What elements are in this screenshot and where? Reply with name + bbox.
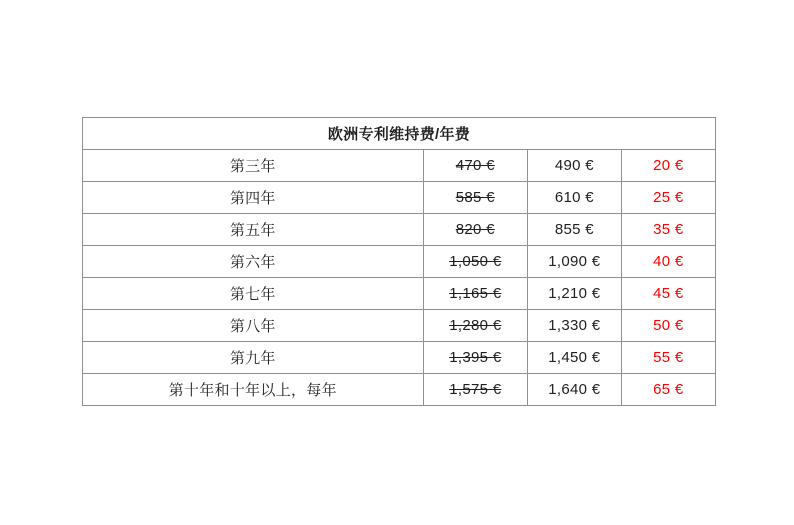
year-label: 第七年 bbox=[83, 278, 424, 310]
table-title: 欧洲专利维持费/年费 bbox=[83, 118, 716, 150]
fee-table-body bbox=[83, 118, 716, 406]
old-fee: 585 € bbox=[423, 182, 527, 214]
year-label: 第四年 bbox=[83, 182, 424, 214]
old-fee: 1,280 € bbox=[423, 310, 527, 342]
fee-row bbox=[83, 150, 716, 182]
new-fee: 1,330 € bbox=[528, 310, 622, 342]
old-fee: 1,395 € bbox=[423, 342, 527, 374]
fee-row bbox=[83, 310, 716, 342]
old-fee: 820 € bbox=[423, 214, 527, 246]
year-label: 第十年和十年以上，每年 bbox=[83, 374, 424, 406]
new-fee: 490 € bbox=[528, 150, 622, 182]
fee-increase: 35 € bbox=[621, 214, 715, 246]
fee-increase: 45 € bbox=[621, 278, 715, 310]
fee-row bbox=[83, 374, 716, 406]
fee-increase: 25 € bbox=[621, 182, 715, 214]
fee-row bbox=[83, 246, 716, 278]
year-label: 第九年 bbox=[83, 342, 424, 374]
year-label: 第五年 bbox=[83, 214, 424, 246]
fee-row bbox=[83, 342, 716, 374]
new-fee: 855 € bbox=[528, 214, 622, 246]
old-fee: 1,165 € bbox=[423, 278, 527, 310]
old-fee: 470 € bbox=[423, 150, 527, 182]
year-label: 第六年 bbox=[83, 246, 424, 278]
year-label: 第三年 bbox=[83, 150, 424, 182]
new-fee: 1,210 € bbox=[528, 278, 622, 310]
fee-increase: 55 € bbox=[621, 342, 715, 374]
fee-row bbox=[83, 278, 716, 310]
table-header-row bbox=[83, 118, 716, 150]
fee-increase: 40 € bbox=[621, 246, 715, 278]
new-fee: 610 € bbox=[528, 182, 622, 214]
new-fee: 1,090 € bbox=[528, 246, 622, 278]
old-fee: 1,575 € bbox=[423, 374, 527, 406]
new-fee: 1,640 € bbox=[528, 374, 622, 406]
fee-increase: 50 € bbox=[621, 310, 715, 342]
fee-row bbox=[83, 214, 716, 246]
fee-table-container bbox=[82, 117, 716, 406]
fee-increase: 20 € bbox=[621, 150, 715, 182]
year-label: 第八年 bbox=[83, 310, 424, 342]
european-patent-fee-table bbox=[82, 117, 716, 406]
fee-increase: 65 € bbox=[621, 374, 715, 406]
old-fee: 1,050 € bbox=[423, 246, 527, 278]
new-fee: 1,450 € bbox=[528, 342, 622, 374]
fee-row bbox=[83, 182, 716, 214]
